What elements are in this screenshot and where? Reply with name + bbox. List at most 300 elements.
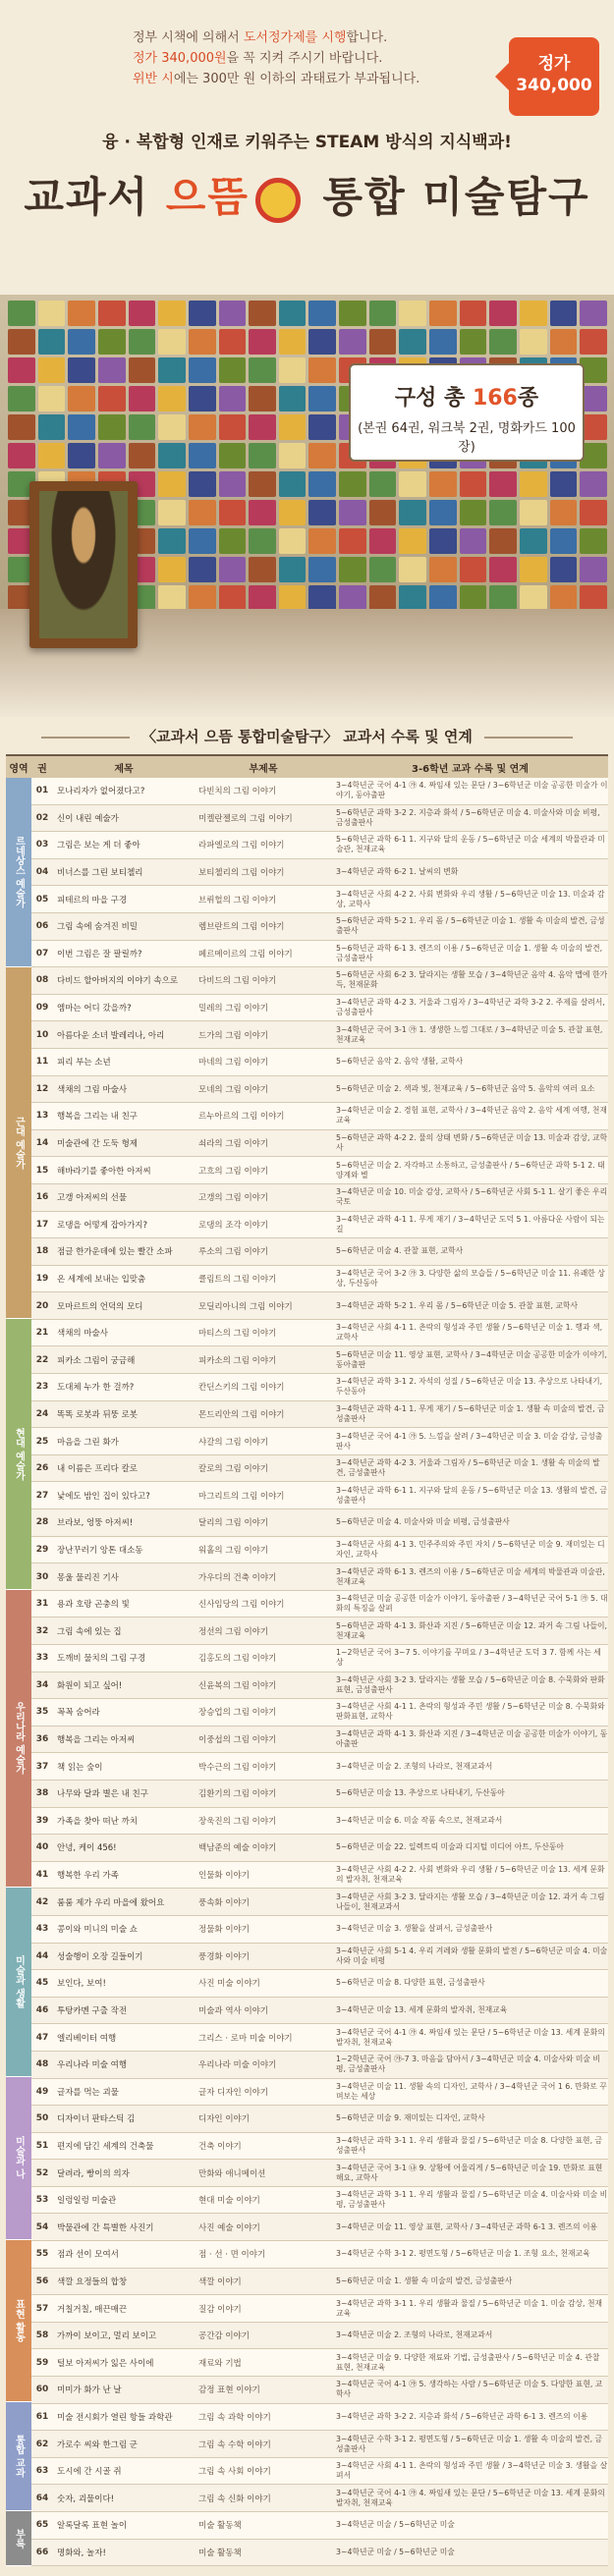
book-cover [219, 329, 247, 355]
curriculum-link: 3~4학년군 수학 3-1 2. 평면도형 / 5~6학년군 미술 1. 생활 속 미술의 발견, 금성출판사 [336, 2434, 603, 2453]
book-title: 명화와, 놀자! [57, 2548, 106, 2558]
book-subtitle: 이중섭의 그림 이야기 [198, 1735, 277, 1746]
composition-count-box: 구성 총 166종 (본권 64권, 워크북 2권, 명화카드 100장) [349, 363, 585, 462]
table-row [31, 1076, 608, 1104]
book-cover [369, 500, 397, 525]
book-cover [249, 585, 276, 611]
book-subtitle: 박수근의 그림 이야기 [198, 1762, 277, 1773]
book-cover [520, 301, 547, 326]
book-title: 엠마는 어디 갔을까? [57, 1004, 132, 1014]
table-row [31, 1563, 608, 1591]
table-row [31, 2540, 608, 2567]
book-cover [129, 357, 156, 383]
curriculum-link: 3~4학년군 과학 3-1 2. 자석의 성질 / 5~6학년군 미술 13. 추상으로 나타내기, 두산동아 [336, 1377, 603, 1397]
book-title: 고갱 아저씨의 선물 [57, 1193, 128, 1204]
book-cover [68, 443, 95, 468]
book-title: 신이 내린 예술가 [57, 813, 119, 824]
book-cover [189, 443, 216, 468]
curriculum-link: 3~4학년군 과학 6-2 1. 날씨의 변화 [336, 867, 459, 877]
book-cover [8, 301, 35, 326]
curriculum-link: 3~4학년군 과학 3-2 2. 지층과 화석 / 5~6학년군 과학 6-1 3. 렌즈의 이용 [336, 2411, 588, 2421]
book-cover [279, 557, 307, 582]
book-title: 해바라기를 좋아한 아저씨 [57, 1166, 151, 1177]
volume-number: 02 [35, 812, 49, 823]
book-subtitle: 질감 이야기 [198, 2304, 242, 2315]
curriculum-link: 3~4학년군 국어 4-1 ㉮ 4. 짜임새 있는 문단 / 3~6학년군 미술 공공한 미술가 이야기, 동아출판 [336, 781, 608, 800]
category-cell: 미술과 생활 [6, 1888, 31, 2077]
book-title: 색채의 마술사 [57, 1329, 108, 1340]
book-subtitle: 루소의 그림 이야기 [198, 1247, 269, 1258]
book-cover [158, 557, 186, 582]
book-cover [279, 528, 307, 554]
table-row [31, 1970, 608, 1998]
book-title: 알록달록 표현 놀이 [57, 2521, 128, 2532]
table-row [31, 1591, 608, 1618]
book-cover [308, 301, 336, 326]
book-cover [279, 301, 307, 326]
book-cover [308, 386, 336, 411]
book-subtitle: 그림 속 사회 이야기 [198, 2467, 271, 2478]
curriculum-link: 3~4학년군 미술 3. 생활을 살펴서, 금성출판사 [336, 1924, 493, 1934]
book-cover [369, 585, 397, 611]
book-cover [8, 386, 35, 411]
book-cover [158, 357, 186, 383]
curriculum-link: 3~4학년군 미술 2. 조형의 나라로, 천재교과서 [336, 2330, 493, 2340]
book-subtitle: 미술 활동책 [198, 2521, 242, 2532]
curriculum-link: 3~4학년군 국어 4-1 ㉮ 5. 느낌을 살려 / 3~4학년군 미술 3. 미술 감상, 금성출판사 [336, 1431, 603, 1451]
table-row [31, 1212, 608, 1239]
book-cover [189, 585, 216, 611]
curriculum-link: 3~4학년군 국어 3-1 ㉮ 1. 생생한 느낌 그대로 / 3~4학년군 미술 5. 관찰 표현, 천재교육 [336, 1024, 603, 1044]
curriculum-link: 3~4학년군 미술 13. 세계 문화의 발자취, 천재교육 [336, 2005, 508, 2015]
book-subtitle: 칼로의 그림 이야기 [198, 1464, 269, 1475]
book-cover [68, 329, 95, 355]
volume-number: 13 [35, 1111, 49, 1122]
curriculum-link: 3~4학년군 수학 3-1 2. 평면도형 / 5~6학년군 미술 1. 조형 요소, 천재교육 [336, 2249, 590, 2259]
book-cover [339, 528, 366, 554]
book-title: 그림은 보는 게 더 좋아 [57, 841, 140, 851]
volume-number: 03 [35, 840, 49, 850]
curriculum-link: 5~6학년군 미술 22. 일렉트릭 미술과 디지털 미디어 아트, 두산동아 [336, 1842, 564, 1852]
curriculum-link: 3~4학년군 사회 4-1 3. 민주주의와 주민 자치 / 5~6학년군 미술 9. 재미있는 디자인, 교학사 [336, 1539, 605, 1559]
book-subtitle: 사진 미술 이야기 [198, 1979, 260, 1990]
book-subtitle: 백남준의 예술 이야기 [198, 1843, 277, 1854]
table-row [31, 2458, 608, 2486]
book-title: 피리 부는 소년 [57, 1058, 111, 1069]
price-notice: 정부 시책에 의해서 도서정가제를 시행합니다. 정가 340,000원을 꼭 지켜 주시기 바랍니다. 위반 시에는 300만 원 이하의 과태료가 부과됩니다. [133, 30, 420, 86]
volume-number: 40 [35, 1842, 49, 1853]
book-subtitle: 그림 속 과학 이야기 [198, 2412, 271, 2423]
curriculum-link: 5~6학년군 사회 6-2 3. 달라지는 생활 모습 / 3~4학년군 음악 4. 음악 맵에 한가득, 천재문화 [336, 970, 608, 990]
book-title: 내 이름은 프리다 칼로 [57, 1464, 139, 1475]
book-title: 점과 선이 모여서 [57, 2250, 119, 2261]
book-cover [550, 500, 578, 525]
volume-number: 05 [35, 894, 49, 904]
book-cover [369, 329, 397, 355]
book-cover [339, 471, 366, 497]
book-cover [8, 414, 35, 440]
book-cover [369, 528, 397, 554]
book-subtitle: 장승업의 그림 이야기 [198, 1708, 277, 1719]
curriculum-link: 5~6학년군 음악 2. 음악 생활, 교학사 [336, 1057, 464, 1067]
book-subtitle: 풍경화 이야기 [198, 1951, 250, 1962]
book-title: 도시에 간 시골 쥐 [57, 2467, 122, 2478]
book-title: 미술관에 간 도둑 형제 [57, 1139, 139, 1150]
book-cover [219, 557, 247, 582]
book-cover [279, 357, 307, 383]
table-row [31, 1238, 608, 1266]
book-cover [399, 500, 426, 525]
book-cover [399, 329, 426, 355]
book-cover [308, 443, 336, 468]
volume-number: 66 [35, 2547, 49, 2557]
volume-number: 43 [35, 1924, 49, 1935]
book-cover [460, 329, 487, 355]
book-cover [249, 500, 276, 525]
volume-number: 36 [35, 1734, 49, 1745]
category-cell: 표현 활동 [6, 2240, 31, 2403]
book-cover [249, 471, 276, 497]
volume-number: 59 [35, 2357, 49, 2368]
table-row [31, 778, 608, 805]
curriculum-link: 5~6학년군 과학 4-1 3. 화산과 지진 / 5~6학년군 미술 12. 과거 속 그림 나들이, 천재교육 [336, 1620, 608, 1640]
book-title: 일렁일렁 미술관 [57, 2196, 117, 2207]
book-cover [489, 557, 517, 582]
book-title: 나무와 달과 별은 내 친구 [57, 1789, 148, 1800]
volume-number: 38 [35, 1788, 49, 1799]
book-title: 색채의 그림 마술사 [57, 1084, 128, 1095]
book-cover [489, 329, 517, 355]
book-cover [158, 414, 186, 440]
table-row [31, 2160, 608, 2187]
table-row [31, 2241, 608, 2269]
book-cover [249, 557, 276, 582]
category-cell: 부록 [6, 2511, 31, 2566]
table-row [31, 2052, 608, 2079]
book-subtitle: 그림 속 신화 이야기 [198, 2494, 271, 2504]
book-cover [219, 357, 247, 383]
volume-number: 47 [35, 2032, 49, 2043]
table-row [31, 1889, 608, 1916]
volume-number: 28 [35, 1517, 49, 1528]
curriculum-link: 3~4학년군 과학 3-1 1. 우리 생활과 물질 / 5~6학년군 미술 1. 미술 감상, 천재교육 [336, 2298, 603, 2318]
table-row [31, 1998, 608, 2025]
book-subtitle: 밀레의 그림 이야기 [198, 1004, 269, 1014]
book-title: 장난꾸러기 앙톤 대소동 [57, 1545, 143, 1556]
volume-number: 09 [35, 1003, 49, 1014]
book-cover [129, 443, 156, 468]
book-cover [520, 528, 547, 554]
book-cover [429, 557, 457, 582]
book-title: 아름다운 소녀 발레리나, 아리 [57, 1030, 165, 1041]
curriculum-link: 3~4학년군 사회 4-1 1. 촌락의 형성과 주민 생활 / 3~4학년군 미술 3. 생활을 살펴서 [336, 2461, 608, 2481]
book-title: 몽울 물리진 기사 [57, 1572, 119, 1583]
book-cover [308, 500, 336, 525]
book-cover [189, 386, 216, 411]
book-title: 낯에도 밤인 집이 있다고? [57, 1491, 150, 1502]
table-row [31, 1781, 608, 1808]
table-row [31, 2295, 608, 2323]
book-subtitle: 사진 예술 이야기 [198, 2222, 260, 2233]
table-row [31, 832, 608, 859]
volume-number: 21 [35, 1328, 49, 1339]
price-tag [509, 37, 599, 116]
book-cover [489, 500, 517, 525]
book-cover [580, 585, 607, 611]
book-cover [38, 357, 66, 383]
table-row [31, 1835, 608, 1862]
book-subtitle: 신사임당의 그림 이야기 [198, 1600, 285, 1611]
curriculum-link: 5~6학년군 과학 3-2 2. 지층과 화석 / 5~6학년군 미술 4. 미술사와 미술 비평, 금성출판사 [336, 807, 600, 827]
book-subtitle: 미술 활동책 [198, 2548, 242, 2558]
table-row [31, 2431, 608, 2458]
curriculum-link: 3~4학년군 미술 11. 생활 속의 디자인, 교학사 / 3~4학년군 국어 1 6. 만화로 꾸며보는 세상 [336, 2081, 607, 2101]
table-row [31, 1537, 608, 1564]
volume-number: 51 [35, 2140, 49, 2151]
book-subtitle: 감정 표현 이야기 [198, 2385, 260, 2396]
book-cover [550, 329, 578, 355]
book-cover [429, 471, 457, 497]
table-row [31, 1157, 608, 1184]
book-cover [249, 443, 276, 468]
table-row [31, 1266, 608, 1293]
book-subtitle: 다빈치의 그림 이야기 [198, 787, 277, 797]
book-subtitle: 클림트의 그림 이야기 [198, 1274, 277, 1285]
book-subtitle: 공간감 이야기 [198, 2331, 250, 2342]
volume-number: 34 [35, 1679, 49, 1690]
book-subtitle: 모딜리아니의 그림 이야기 [198, 1301, 293, 1312]
book-title: 엘리베이터 여행 [57, 2033, 117, 2044]
book-title: 그림 속에 숨겨진 비밀 [57, 922, 139, 933]
book-cover [429, 500, 457, 525]
table-row [31, 2349, 608, 2377]
book-cover [189, 357, 216, 383]
book-title: 똑똑 로봇과 뒤뚱 로봇 [57, 1409, 139, 1420]
book-cover [460, 500, 487, 525]
book-cover [219, 443, 247, 468]
volume-number: 11 [35, 1057, 49, 1068]
table-row [31, 1401, 608, 1429]
curriculum-link: 3~4학년군 과학 5-2 1. 우리 몸 / 5~6학년군 미술 5. 관찰 표현, 교학사 [336, 1300, 579, 1310]
book-subtitle: 마티스의 그림 이야기 [198, 1329, 277, 1340]
volume-number: 25 [35, 1436, 49, 1447]
table-row [31, 1617, 608, 1645]
book-title: 편지에 담긴 세계의 건축물 [57, 2141, 154, 2152]
book-cover [580, 329, 607, 355]
book-title: 색깔 요정들의 합창 [57, 2276, 128, 2287]
price-value: 340,000 [516, 76, 592, 95]
composition-detail: (본권 64권, 워크북 2권, 명화카드 100장) [358, 421, 576, 455]
volume-number: 63 [35, 2466, 49, 2477]
curriculum-link: 3~4학년군 과학 3-1 1. 우리 생활과 물질 / 5~6학년군 미술 8. 다양한 표현, 금성출판사 [336, 2135, 603, 2155]
book-cover [339, 557, 366, 582]
book-title: 꼭꼭 숨어라 [57, 1708, 100, 1719]
book-cover [68, 386, 95, 411]
book-cover [399, 557, 426, 582]
book-subtitle: 김홍도의 그림 이야기 [198, 1654, 277, 1665]
table-row [31, 1021, 608, 1049]
curriculum-link: 3~4학년군 사회 4-2 2. 사회 변화와 우리 생활 / 5~6학년군 미술 13. 세계 문화의 발자취, 천재교육 [336, 1865, 605, 1885]
book-title: 글자를 먹는 괴물 [57, 2087, 119, 2098]
table-row [31, 2106, 608, 2133]
book-title: 콩이와 미니의 미술 쇼 [57, 1925, 139, 1936]
book-cover [249, 528, 276, 554]
book-cover [369, 471, 397, 497]
category-column [6, 778, 31, 2566]
book-cover [279, 585, 307, 611]
book-title: 행복을 그리는 내 친구 [57, 1112, 139, 1123]
book-cover [399, 528, 426, 554]
book-subtitle: 몬드리안의 그림 이야기 [198, 1409, 285, 1420]
brand-title: 교과서 으뜸 통합 미술탐구 [24, 173, 590, 221]
book-cover [219, 301, 247, 326]
table-row [31, 859, 608, 887]
volume-number: 58 [35, 2330, 49, 2341]
book-cover [38, 414, 66, 440]
curriculum-link: 3~4학년군 미술 9. 다양한 재료와 기법, 금성출판사 / 5~6학년군 미술 4. 관찰 표현, 천재교육 [336, 2352, 600, 2372]
book-subtitle: 건축 이야기 [198, 2141, 242, 2152]
category-cell: 통합 교과 [6, 2402, 31, 2511]
book-cover [429, 301, 457, 326]
table-row [31, 1699, 608, 1726]
book-cover [249, 414, 276, 440]
book-title: 피테르의 마을 구경 [57, 895, 128, 905]
volume-number: 41 [35, 1870, 49, 1881]
curriculum-link: 3~4학년군 과학 6-1 3. 렌즈의 이용 / 5~6학년군 미술 세계의 박물관과 미술관, 천재교육 [336, 1566, 605, 1586]
curriculum-link: 5~6학년군 과학 5-2 1. 우리 몸 / 5~6학년군 미술 1. 생활 속 미술의 발견, 금성출판사 [336, 916, 605, 936]
book-subtitle: 로댕의 조각 이야기 [198, 1220, 269, 1231]
table-row [31, 1482, 608, 1509]
volume-number: 10 [35, 1029, 49, 1040]
table-row [31, 995, 608, 1022]
book-subtitle: 그림 속 수학 이야기 [198, 2439, 271, 2450]
book-cover [308, 329, 336, 355]
table-row [31, 1509, 608, 1537]
book-cover [98, 386, 126, 411]
book-cover [520, 471, 547, 497]
volume-number: 29 [35, 1544, 49, 1555]
volume-number: 30 [35, 1571, 49, 1582]
book-title: 도대체 누가 한 걸까? [57, 1383, 135, 1394]
table-row [31, 2485, 608, 2512]
table-row [31, 1103, 608, 1130]
volume-number: 20 [35, 1300, 49, 1311]
book-title: 털보 아저씨가 잃은 사이에 [57, 2358, 154, 2369]
book-cover [38, 329, 66, 355]
book-title: 점글 한가운데에 있는 빨간 소파 [57, 1247, 173, 1258]
table-row [31, 913, 608, 941]
book-cover [158, 528, 186, 554]
curriculum-link: 3~4학년군 미술 6. 미술 작품 속으로, 천재교과서 [336, 1815, 503, 1825]
book-subtitle: 브뤼헐의 그림 이야기 [198, 895, 277, 905]
book-cover [8, 329, 35, 355]
table-row [31, 1049, 608, 1076]
book-subtitle: 페르메이르의 그림 이야기 [198, 949, 293, 959]
book-subtitle: 색깔 이야기 [198, 2276, 242, 2287]
book-subtitle: 우리나라 미술 이야기 [198, 2060, 277, 2071]
book-cover [68, 414, 95, 440]
book-title: 달려라, 빵이의 의자 [57, 2168, 130, 2179]
volume-number: 15 [35, 1165, 49, 1176]
book-cover [158, 386, 186, 411]
book-cover [399, 471, 426, 497]
book-cover [308, 528, 336, 554]
book-cover [489, 301, 517, 326]
volume-number: 19 [35, 1273, 49, 1284]
table-row [31, 1130, 608, 1158]
book-cover [460, 528, 487, 554]
table-row [31, 1645, 608, 1672]
book-subtitle: 장욱진의 그림 이야기 [198, 1816, 277, 1827]
book-cover [189, 557, 216, 582]
book-cover [520, 557, 547, 582]
volume-number: 17 [35, 1219, 49, 1230]
book-title: 성술행이 오장 길들이기 [57, 1951, 143, 1962]
volume-number: 32 [35, 1625, 49, 1636]
table-title: 〈교과서 으뜸 통합미술탐구〉 교과서 수록 및 연계 [0, 722, 614, 751]
book-title: 우리나라 미술 여행 [57, 2060, 128, 2071]
book-cover [429, 585, 457, 611]
book-subtitle: 미술과 역사 이야기 [198, 2006, 269, 2017]
book-title: 다비드 할아버지의 이야기 속으로 [57, 976, 179, 987]
curriculum-link: 3~4학년군 사회 3-2 3. 달라지는 생활 모습 / 3~4학년군 미술 12. 과거 속 그림 나들이, 천재교과서 [336, 1891, 605, 1911]
book-cover [129, 414, 156, 440]
table-rows [31, 778, 608, 2566]
table-row [31, 2323, 608, 2350]
table-row [31, 1944, 608, 1971]
table-row [31, 886, 608, 913]
book-subtitle: 피카소의 그림 이야기 [198, 1355, 277, 1366]
table-row [31, 805, 608, 833]
table-row [31, 2269, 608, 2296]
book-cover [219, 528, 247, 554]
book-subtitle: 드가의 그림 이야기 [198, 1030, 269, 1041]
book-subtitle: 인물화 이야기 [198, 1871, 250, 1882]
book-cover [249, 301, 276, 326]
book-subtitle: 마그리트의 그림 이야기 [198, 1491, 285, 1502]
book-subtitle: 보티첼리의 그림 이야기 [198, 868, 285, 879]
book-cover [399, 301, 426, 326]
book-title: 화원이 되고 싶어! [57, 1680, 123, 1691]
book-title: 박물관에 간 특별한 사진기 [57, 2222, 154, 2233]
curriculum-link: 3~4학년군 과학 4-2 3. 거울과 그림자 / 5~6학년군 미술 1. 생활 속 미술의 발견, 금성출판사 [336, 1458, 600, 1478]
table-row [31, 967, 608, 995]
book-subtitle: 정물화 이야기 [198, 1925, 250, 1936]
book-cover [339, 329, 366, 355]
volume-number: 60 [35, 2384, 49, 2395]
volume-number: 54 [35, 2221, 49, 2232]
book-title: 가까이 보이고, 멀리 보이고 [57, 2331, 157, 2342]
book-cover [158, 500, 186, 525]
book-cover [520, 500, 547, 525]
table-row [31, 1428, 608, 1455]
book-cover [279, 471, 307, 497]
volume-number: 24 [35, 1408, 49, 1419]
curriculum-link: 5~6학년군 미술 4. 관찰 표현, 교학사 [336, 1246, 464, 1256]
book-title: 브라보, 엉뚱 아저씨! [57, 1518, 134, 1529]
volume-number: 57 [35, 2303, 49, 2314]
table-row [31, 2404, 608, 2432]
book-title: 그림 속에 있는 집 [57, 1626, 122, 1637]
price-label: 정가 [537, 54, 571, 74]
book-cover [580, 471, 607, 497]
book-subtitle: 만화와 애니메이션 [198, 2168, 266, 2179]
book-title: 룸룸 제가 우리 마을에 왔어요 [57, 1897, 165, 1908]
book-cover [308, 414, 336, 440]
book-subtitle: 가우디의 건축 이야기 [198, 1572, 277, 1583]
book-cover [219, 585, 247, 611]
volume-number: 22 [35, 1354, 49, 1365]
